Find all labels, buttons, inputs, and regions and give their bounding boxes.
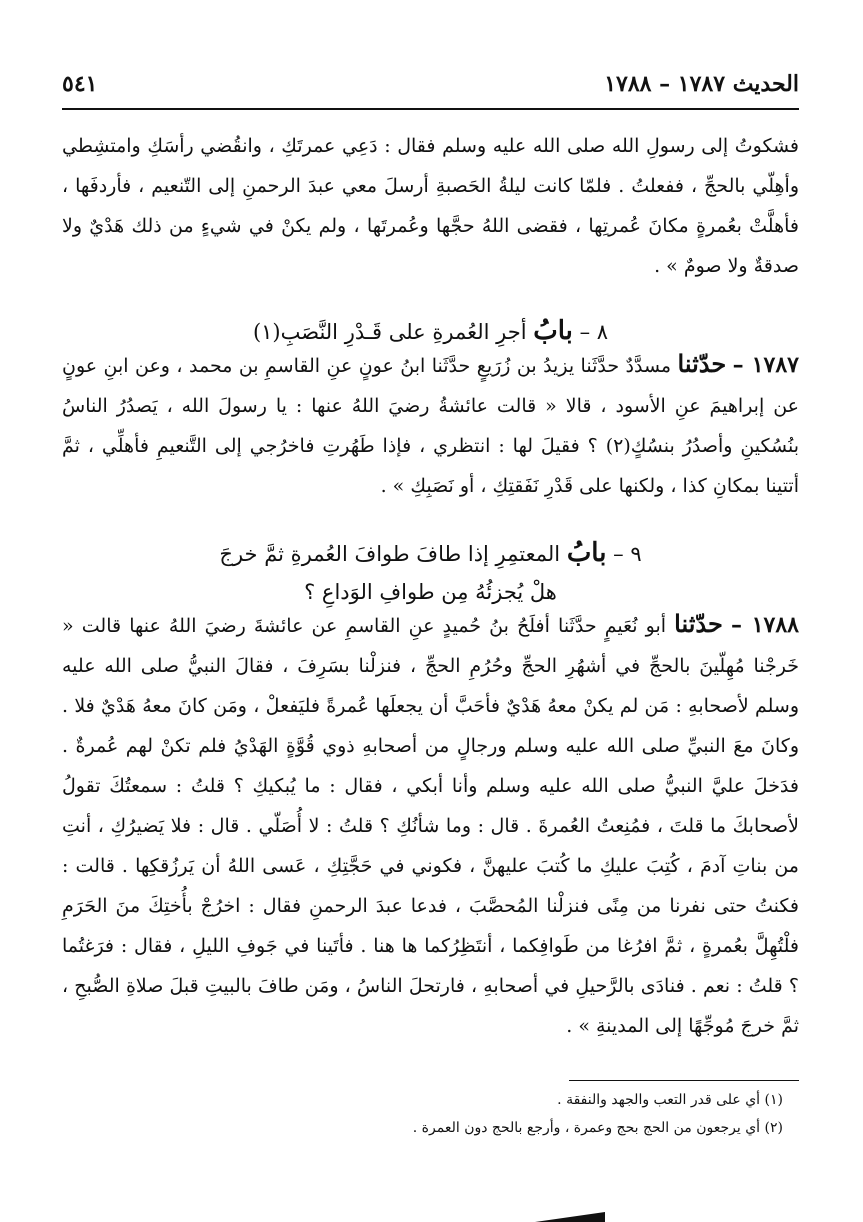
chapter-title: أجرِ العُمرةِ على قَـدْرِ النَّصَبِ(١): [252, 320, 527, 344]
chapter-title: المعتمِرِ إذا طافَ طوافَ العُمرةِ ثمَّ خرجَ: [219, 542, 561, 566]
hadith-text: أبو نُعَيمٍ حدَّثَنا أفلَحُ بنُ حُميدٍ عنِ القاسمِ عن عائشةَ رضيَ اللهُ عنها قالت « خَرجْنا مُهِلّينَ بالحجِّ في أشهُرِ الحجِّ وحُرُمِ الحجِّ ، فنزلْنا بسَرِفَ ، فقالَ النبيُّ صلى الله عليه وسلم لأصحابهِ : مَن لم يكنْ معهُ هَدْيٌ فأحَبَّ أن يجعلَها عُمرةً فليَفعلْ ، ومَن كانَ معهُ هَدْيٌ فلا . وكانَ معَ النبيِّ صلى الله عليه وسلم ورجالٍ من أصحابهِ ذوي قُوَّةٍ الهَدْيُ فلم تكنْ لهم عُمرةٌ . فدَخلَ عليَّ النبيُّ صلى الله عليه وسلم وأنا أبكي ، فقال : ما يُبكيكِ ؟ قلتُ : سمعتُكَ تقولُ لأصحابكَ ما قلتَ ، فمُنِعتُ العُمرةَ . قال : وما شأنُكِ ؟ قلتُ : لا أُصَلّي . قال : فلا يَضيرُكِ ، أنتِ من بناتِ آدمَ ، كُتِبَ عليكِ ما كُتبَ عليهنَّ ، فكوني في حَجَّتِكِ ، عَسى اللهُ أن يَرزُقكِها . قالت : فكنتُ حتى نفرنا من مِنًى فنزلْنا المُحصَّبَ ، فدعا عبدَ الرحمنِ فقال : اخرُجْ بأُختِكَ منَ الحَرَمِ فلْتُهِلَّ بعُمرةٍ ، ثمَّ افرُغا من طَوافِكما ، أنتَظِرُكما ها هنا . فأتَينا في جَوفِ الليلِ ، فقال : فرَغتُما ؟ قلتُ : نعم . فنادَى بالرَّحيلِ في أصحابهِ ، فارتحلَ الناسُ ، ومَن طافَ بالبيتِ قبلَ صلاةِ الصُّبحِ ، ثمَّ خرجَ مُوجِّهًا إلى المدينةِ » .: [62, 615, 799, 1037]
hadith-1788: [62, 604, 799, 1046]
haddathana-word: حدّثنا: [677, 349, 727, 378]
footnote-2: (٢) أي يرجعون من الحج بحج وعمرة ، وأرجع بالحج دون العمرة .: [412, 1120, 783, 1136]
page-number: ٥٤١: [62, 71, 98, 97]
paragraph-continuation: فشكوتُ إلى رسولِ الله صلى الله عليه وسلم فقال : دَعِي عمرتَكِ ، وانقُضي رأسَكِ وامتشِطي وأهِلّي بالحجِّ ، ففعلتُ . فلمّا كانت ليلةُ الحَصبةِ أرسلَ معي عبدَ الرحمنِ إلى التّنعيم ، فأردفَها ، فأهلَّتْ بعُمرةٍ مكانَ عُمرتِها ، فقضى اللهُ حجَّها وعُمرتَها ، ولم يكنْ في شيءٍ من ذلك هَدْيٌ ولا صدقةٌ ولا صومٌ » .: [62, 135, 799, 277]
chapter-heading-9: [62, 534, 799, 611]
hadith-number: ١٧٨٨ –: [730, 612, 799, 638]
chapter-title-line-2: هلْ يُجزئُهُ مِن طوافِ الوَداعِ ؟: [304, 580, 557, 604]
hadith-number: ١٧٨٧ –: [732, 352, 799, 378]
scan-smudge: [535, 1212, 605, 1222]
chapter-number: ٨ –: [579, 320, 609, 344]
footnote-1: (١) أي على قدر التعب والجهد والنفقة .: [557, 1092, 783, 1108]
haddathana-word: حدّثنا: [674, 609, 723, 638]
footnotes: [62, 1086, 783, 1142]
chapter-number: ٩ –: [613, 542, 642, 566]
hadith-text: مسدَّدٌ حدَّثَنا يزيدُ بن زُرَيعٍ حدَّثَنا ابنُ عونٍ عنِ القاسمِ بن محمد ، وعن ابنِ عونٍ عن إبراهيمَ عنِ الأسود ، قالا « قالت عائشةُ رضيَ اللهُ عنها : يا رسولَ الله ، يَصدُرُ الناسُ بنُسُكينِ وأصدُرُ بنسُكٍ(٢) ؟ فقيلَ لها : انتظري ، فإذا طَهُرتِ فاخرُجي إلى التَّنعيمِ فأهلِّي ، ثمَّ أتتينا بمكانِ كذا ، ولكنها على قَدْرِ نَفَقتِكِ ، أو نَصَبِكِ » .: [62, 355, 800, 497]
footnote-divider: [569, 1080, 799, 1081]
chapter-title-line-1: [62, 534, 799, 573]
header-divider: [62, 108, 799, 110]
running-title: الحديث ١٧٨٧ – ١٧٨٨: [604, 71, 799, 97]
page-header: [62, 64, 799, 104]
hadith-1787: [62, 344, 799, 506]
chapter-bab-word: بابُ: [566, 538, 607, 568]
chapter-bab-word: بابُ: [533, 316, 573, 346]
